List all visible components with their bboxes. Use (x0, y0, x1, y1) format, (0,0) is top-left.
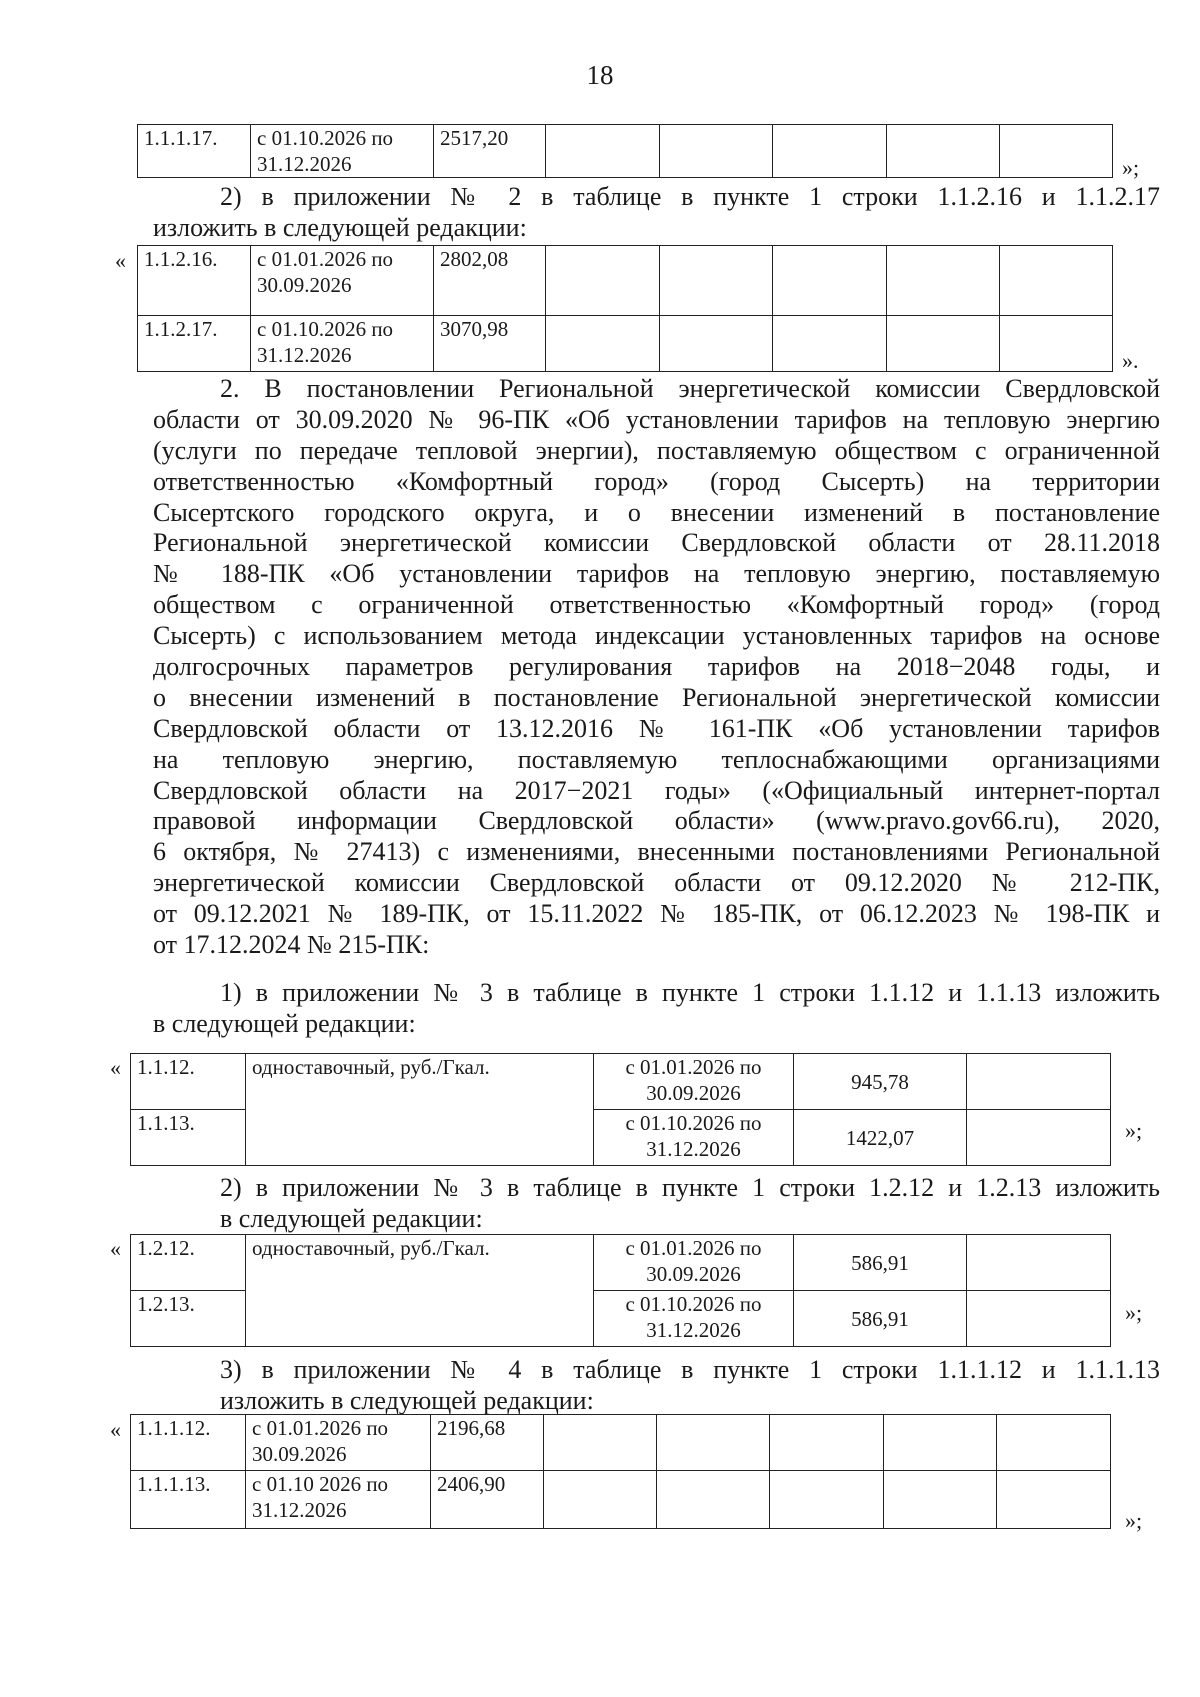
text-line: 3) в приложении № 4 в таблице в пункте 1 строки 1.1.1.12 и 1.1.1.13 (220, 1355, 1160, 1384)
row-period (251, 125, 434, 178)
text-line: в следующей редакции: (153, 1008, 416, 1038)
page-number: 18 (586, 60, 614, 90)
text-line: № 188-ПК «Об установлении тарифов на тепловую энергию, поставляемую (153, 559, 1160, 589)
period-end: 31.12.2026 (257, 152, 352, 176)
empty-cell (770, 1415, 884, 1471)
row-code: 1.1.1.13. (131, 1471, 246, 1529)
section-2-text (153, 374, 1160, 961)
empty-cell (887, 246, 1000, 316)
text-line: энергетической комиссии Свердловской области от 09.12.2020 № 212-ПК, (153, 868, 1160, 898)
close-quote: »; (1122, 155, 1140, 180)
empty-cell (887, 125, 1000, 178)
table-row (131, 1471, 1111, 1529)
text-line: ответственностью «Комфортный город» (город Сысерть) на территории (153, 466, 1160, 496)
table-row-1-1-1-17 (137, 124, 1113, 178)
period-start: с 01.01.2026 по (625, 1236, 762, 1260)
period-start: с 01.01.2026 по (257, 247, 394, 271)
period-end: 30.09.2026 (646, 1262, 741, 1286)
empty-cell (773, 316, 887, 372)
period-end: 31.12.2026 (257, 343, 352, 367)
row-period (594, 1291, 794, 1347)
empty-cell (773, 246, 887, 316)
row-period (246, 1415, 431, 1471)
open-quote: « (115, 248, 126, 273)
text-line: изложить в следующей редакции: (220, 1385, 594, 1415)
empty-cell (1000, 316, 1113, 372)
text-line: Свердловской области от 13.12.2016 № 161-ПК «Об установлении тарифов (153, 713, 1160, 743)
period-end: 31.12.2026 (646, 1318, 741, 1342)
row-code: 1.1.2.16. (138, 246, 251, 316)
item-2-text-b (220, 1173, 1160, 1235)
empty-cell (967, 1110, 1111, 1166)
empty-cell (546, 316, 660, 372)
table-row (138, 125, 1113, 178)
empty-cell (546, 125, 660, 178)
row-code: 1.1.2.17. (138, 316, 251, 372)
period-start: с 01.10.2026 по (257, 126, 394, 150)
open-quote: « (110, 1417, 121, 1442)
row-period (246, 1471, 431, 1529)
empty-cell (884, 1415, 997, 1471)
period-start: с 01.10.2026 по (625, 1292, 762, 1316)
row-value: 1422,07 (794, 1110, 967, 1166)
text-line: от 09.12.2021 № 189-ПК, от 15.11.2022 № 185-ПК, от 06.12.2023 № 198-ПК и (153, 899, 1160, 929)
table-rows-1-1-12 (130, 1053, 1111, 1166)
row-code: 1.1.1.12. (131, 1415, 246, 1471)
row-code: 1.1.13. (131, 1110, 246, 1166)
empty-cell (657, 1471, 770, 1529)
period-end: 30.09.2026 (257, 273, 352, 297)
row-period (594, 1110, 794, 1166)
empty-cell (997, 1415, 1111, 1471)
row-value: 3070,98 (434, 316, 546, 372)
period-start: с 01.01.2026 по (252, 1416, 389, 1440)
row-value: 2517,20 (434, 125, 546, 178)
row-period (251, 246, 434, 316)
text-line: 2) в приложении № 3 в таблице в пункте 1 строки 1.2.12 и 1.2.13 изложить (220, 1173, 1160, 1202)
empty-cell (1000, 125, 1113, 178)
table-rows-1-1-1-12 (130, 1414, 1111, 1529)
item-2-text (153, 182, 1160, 244)
text-line: от 17.12.2024 № 215-ПК: (153, 930, 430, 960)
period-start: с 01.10.2026 по (625, 1111, 762, 1135)
empty-cell (660, 246, 773, 316)
period-end: 31.12.2026 (252, 1498, 347, 1522)
empty-cell (660, 125, 773, 178)
row-code: 1.1.1.17. (138, 125, 251, 178)
tariff-type: одноставочный, руб./Гкал. (246, 1054, 594, 1166)
period-end: 30.09.2026 (252, 1442, 347, 1466)
empty-cell (544, 1415, 657, 1471)
period-end: 31.12.2026 (646, 1137, 741, 1161)
row-period (251, 316, 434, 372)
empty-cell (997, 1471, 1111, 1529)
row-value: 586,91 (794, 1291, 967, 1347)
item-3-text (153, 1355, 1160, 1417)
text-line: на тепловую энергию, поставляемую теплоснабжающими организациями (153, 744, 1160, 774)
table-row (131, 1054, 1111, 1110)
table-rows-1-1-2 (137, 245, 1113, 372)
tariff-type: одноставочный, руб./Гкал. (246, 1235, 594, 1347)
text-line: 2) в приложении № 2 в таблице в пункте 1 строки 1.1.2.16 и 1.1.2.17 (220, 182, 1160, 211)
period-end: 30.09.2026 (646, 1081, 741, 1105)
text-line: 6 октября, № 27413) с изменениями, внесенными постановлениями Региональной (153, 837, 1160, 867)
text-line: (услуги по передаче тепловой энергии), поставляемую обществом с ограниченной (153, 435, 1160, 465)
text-line: правовой информации Свердловской области» (www.pravo.gov66.ru), 2020, (153, 806, 1160, 836)
row-code: 1.2.13. (131, 1291, 246, 1347)
text-line: о внесении изменений в постановление Региональной энергетической комиссии (153, 682, 1160, 712)
close-quote: »; (1125, 1508, 1143, 1533)
text-line: Региональной энергетической комиссии Свердловской области от 28.11.2018 (153, 528, 1160, 558)
row-code: 1.2.12. (131, 1235, 246, 1291)
empty-cell (773, 125, 887, 178)
close-quote: ». (1122, 348, 1139, 373)
table-row (138, 316, 1113, 372)
empty-cell (967, 1235, 1111, 1291)
text-line: Сысертского городского округа, и о внесении изменений в постановление (153, 497, 1160, 527)
empty-cell (1000, 246, 1113, 316)
text-line: области от 30.09.2020 № 96-ПК «Об установлении тарифов на тепловую энергию (153, 404, 1160, 434)
row-value: 945,78 (794, 1054, 967, 1110)
text-line: в следующей редакции: (220, 1203, 483, 1233)
row-value: 586,91 (794, 1235, 967, 1291)
row-period (594, 1054, 794, 1110)
empty-cell (967, 1054, 1111, 1110)
row-value: 2196,68 (431, 1415, 544, 1471)
row-code: 1.1.12. (131, 1054, 246, 1110)
text-line: 1) в приложении № 3 в таблице в пункте 1 строки 1.1.12 и 1.1.13 изложить (220, 978, 1160, 1007)
open-quote: « (110, 1055, 121, 1080)
period-start: с 01.10 2026 по (252, 1472, 389, 1496)
table-row (138, 246, 1113, 316)
text-line: долгосрочных параметров регулирования тарифов на 2018−2048 годы, и (153, 652, 1160, 682)
empty-cell (660, 316, 773, 372)
empty-cell (770, 1471, 884, 1529)
period-start: с 01.10.2026 по (257, 317, 394, 341)
text-line: обществом с ограниченной ответственностью «Комфортный город» (город (153, 590, 1160, 620)
empty-cell (544, 1471, 657, 1529)
empty-cell (884, 1471, 997, 1529)
text-line: Свердловской области на 2017−2021 годы» («Официальный интернет-портал (153, 775, 1160, 805)
close-quote: »; (1125, 1300, 1143, 1325)
empty-cell (967, 1291, 1111, 1347)
item-1-text (153, 978, 1160, 1040)
empty-cell (887, 316, 1000, 372)
row-period (594, 1235, 794, 1291)
close-quote: »; (1125, 1118, 1143, 1143)
table-row (131, 1415, 1111, 1471)
text-line: изложить в следующей редакции: (153, 212, 527, 242)
row-value: 2802,08 (434, 246, 546, 316)
text-line: 2. В постановлении Региональной энергетической комиссии Свердловской (220, 374, 1160, 403)
table-row (131, 1235, 1111, 1291)
open-quote: « (110, 1236, 121, 1261)
text-line: Сысерть) с использованием метода индексации установленных тарифов на основе (153, 621, 1160, 651)
empty-cell (657, 1415, 770, 1471)
table-rows-1-2-12 (130, 1234, 1111, 1347)
period-start: с 01.01.2026 по (625, 1055, 762, 1079)
row-value: 2406,90 (431, 1471, 544, 1529)
empty-cell (546, 246, 660, 316)
